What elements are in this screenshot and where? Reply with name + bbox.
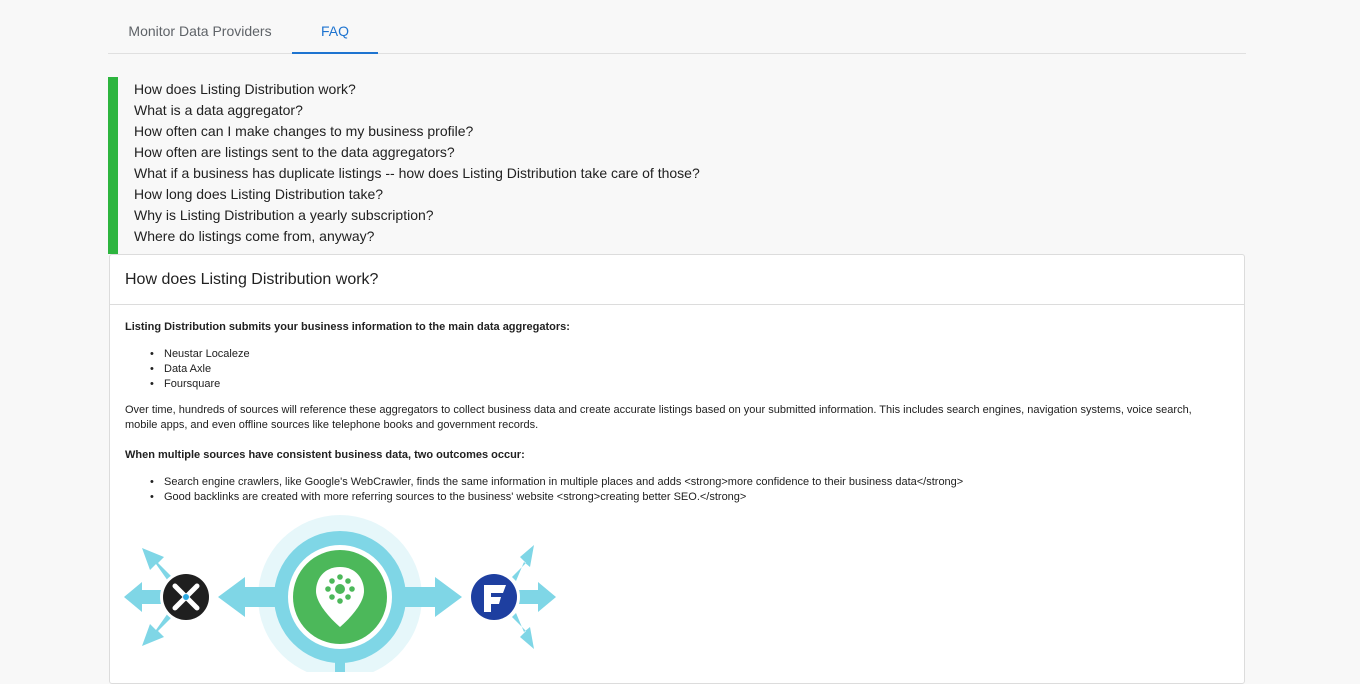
list-item: • Search engine crawlers, like Google's WebCrawler, finds the same information in multiple places and adds <strong>more confidence to their business data</strong> <box>150 475 963 490</box>
faq-question-link[interactable]: What if a business has duplicate listings -- how does Listing Distribution take care of those? <box>134 165 700 181</box>
faq-question-link[interactable]: Where do listings come from, anyway? <box>134 228 375 244</box>
faq-question-link[interactable]: Why is Listing Distribution a yearly subscription? <box>134 207 434 223</box>
faq-question-link[interactable]: How does Listing Distribution work? <box>134 81 356 97</box>
faq-question-link[interactable]: How long does Listing Distribution take? <box>134 186 384 202</box>
list-item: • Neustar Localeze <box>150 347 250 362</box>
faq-question-link[interactable]: What is a data aggregator? <box>134 102 303 118</box>
faq-question-link[interactable]: How often are listings sent to the data aggregators? <box>134 144 455 160</box>
list-item: • Foursquare <box>150 377 250 392</box>
faq-question-link[interactable]: How often can I make changes to my business profile? <box>134 123 474 139</box>
faq-question-list <box>108 77 1246 254</box>
tab-monitor-data-providers[interactable]: Monitor Data Providers <box>128 23 272 39</box>
aggregator-list <box>150 347 250 392</box>
answer-paragraph: Over time, hundreds of sources will reference these aggregators to collect business data and create accurate listings based on your submitted information. This includes search engines, navigation systems, voice search, mobile apps, and even offline sources like telephone books and government records. <box>125 404 1192 431</box>
tab-bar <box>108 0 1246 54</box>
answer-title: How does Listing Distribution work? <box>110 255 1244 305</box>
distribution-diagram <box>120 515 560 672</box>
answer-intro: Listing Distribution submits your business information to the main data aggregators: <box>125 321 570 333</box>
list-item: • Good backlinks are created with more referring sources to the business' website <strong>creating better SEO.</strong> <box>150 490 963 505</box>
outcomes-list <box>150 475 963 505</box>
tab-faq[interactable]: FAQ <box>292 0 378 54</box>
list-item: • Data Axle <box>150 362 250 377</box>
outcomes-title: When multiple sources have consistent business data, two outcomes occur: <box>125 449 525 461</box>
